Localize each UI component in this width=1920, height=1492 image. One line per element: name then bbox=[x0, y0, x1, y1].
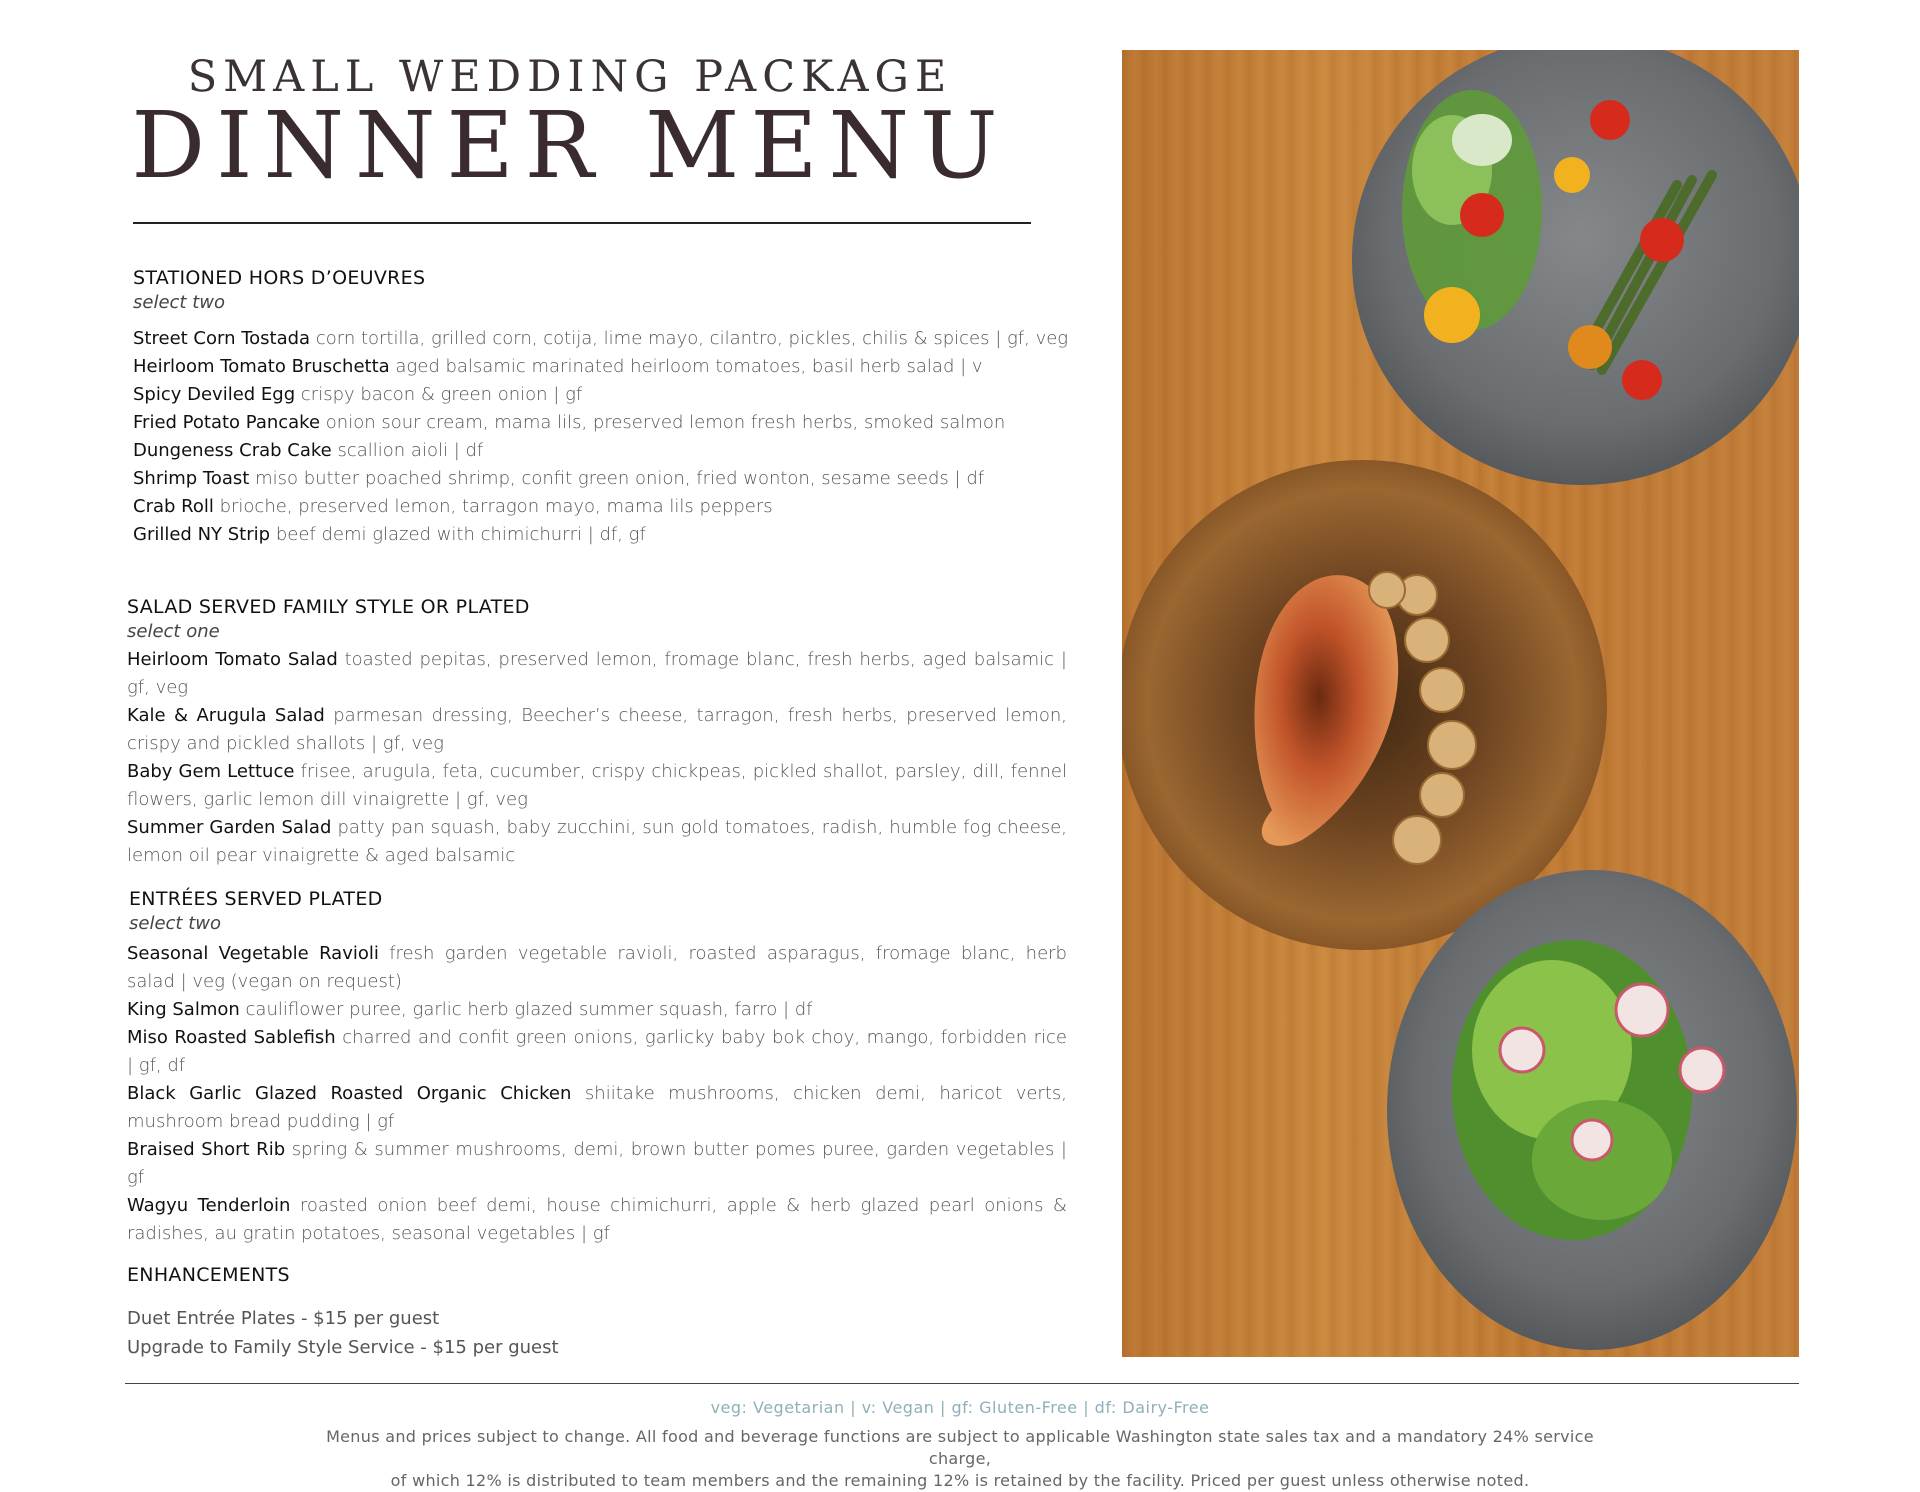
section-note: select two bbox=[129, 913, 221, 934]
baby-gem-salad bbox=[1452, 940, 1692, 1240]
disclaimer bbox=[300, 1426, 1620, 1492]
item-name: Summer Garden Salad bbox=[127, 817, 332, 838]
item-desc: cauliflower puree, garlic herb glazed summer squash, farro | df bbox=[245, 999, 813, 1020]
menu-item bbox=[127, 758, 1067, 814]
item-desc: spring & summer mushrooms, demi, brown butter pomes puree, garden vegetables | gf bbox=[127, 1139, 1067, 1188]
enhancement-item: Upgrade to Family Style Service - $15 per guest bbox=[127, 1337, 559, 1358]
yellow-tomato bbox=[1424, 287, 1480, 343]
section-note: select two bbox=[133, 292, 225, 313]
item-desc: beef demi glazed with chimichurri | df, gf bbox=[275, 524, 646, 545]
item-desc: corn tortilla, grilled corn, cotija, lime mayo, cilantro, pickles, chilis & spices | gf, veg bbox=[315, 328, 1069, 349]
entrees-list bbox=[127, 940, 1067, 1248]
menu-item bbox=[127, 1024, 1067, 1080]
disclaimer-line: of which 12% is distributed to team members and the remaining 12% is retained by the facility. Priced per guest unless otherwise noted. bbox=[390, 1471, 1530, 1490]
red-tomato bbox=[1590, 100, 1630, 140]
item-name: Shrimp Toast bbox=[133, 468, 250, 489]
red-tomato bbox=[1640, 218, 1684, 262]
footer-divider bbox=[125, 1383, 1799, 1384]
item-name: Wagyu Tenderloin bbox=[127, 1195, 291, 1216]
item-desc: charred and confit green onions, garlicky baby bok choy, mango, forbidden rice | gf, df bbox=[127, 1027, 1067, 1076]
item-desc: aged balsamic marinated heirloom tomatoes, basil herb salad | v bbox=[395, 356, 983, 377]
page-title: DINNER MENU bbox=[131, 92, 1009, 199]
item-name: Baby Gem Lettuce bbox=[127, 761, 295, 782]
menu-item bbox=[127, 646, 1067, 702]
item-desc: patty pan squash, baby zucchini, sun gold tomatoes, radish, humble fog cheese, lemon oil pear vinaigrette & aged balsamic bbox=[127, 817, 1067, 866]
disclaimer-line: Menus and prices subject to change. All food and beverage functions are subject to applicable Washington state sales tax and a mandatory 24% service charge, bbox=[326, 1427, 1594, 1468]
menu-item bbox=[133, 325, 1073, 353]
package-subtitle: SMALL WEDDING PACKAGE bbox=[187, 52, 953, 102]
item-name: Street Corn Tostada bbox=[133, 328, 311, 349]
menu-item bbox=[127, 940, 1067, 996]
item-name: Heirloom Tomato Bruschetta bbox=[133, 356, 390, 377]
item-name: Kale & Arugula Salad bbox=[127, 705, 325, 726]
menu-item bbox=[133, 353, 1073, 381]
item-name: King Salmon bbox=[127, 999, 240, 1020]
item-name: Fried Potato Pancake bbox=[133, 412, 321, 433]
item-name: Braised Short Rib bbox=[127, 1139, 286, 1160]
section-heading: STATIONED HORS D’OEUVRES bbox=[133, 267, 426, 289]
red-tomato bbox=[1460, 193, 1504, 237]
menu-item bbox=[127, 1136, 1067, 1192]
section-heading: ENHANCEMENTS bbox=[127, 1264, 290, 1286]
enhancement-item: Duet Entrée Plates - $15 per guest bbox=[127, 1308, 440, 1329]
item-desc: miso butter poached shrimp, confit green onion, fried wonton, sesame seeds | df bbox=[255, 468, 985, 489]
enhancements-section bbox=[127, 1262, 1067, 1362]
item-desc: onion sour cream, mama lils, preserved lemon fresh herbs, smoked salmon bbox=[325, 412, 1006, 433]
item-name: Heirloom Tomato Salad bbox=[127, 649, 338, 670]
orange-tomato bbox=[1568, 325, 1612, 369]
item-desc: shiitake mushrooms, chicken demi, haricot verts, mushroom bread pudding | gf bbox=[127, 1083, 1067, 1132]
item-name: Crab Roll bbox=[133, 496, 214, 517]
item-name: Grilled NY Strip bbox=[133, 524, 271, 545]
dietary-legend: veg: Vegetarian | v: Vegan | gf: Gluten-Free | df: Dairy-Free bbox=[710, 1398, 1210, 1417]
item-desc: roasted onion beef demi, house chimichurri, apple & herb glazed pearl onions & radishes, au gratin potatoes, seasonal vegetables | gf bbox=[127, 1195, 1067, 1244]
menu-item bbox=[127, 702, 1067, 758]
menu-item bbox=[127, 1080, 1067, 1136]
red-tomato bbox=[1622, 360, 1662, 400]
menu-item bbox=[133, 465, 1073, 493]
menu-item bbox=[133, 381, 1073, 409]
salad-section bbox=[127, 594, 1067, 870]
menu-item bbox=[127, 1192, 1067, 1248]
yellow-tomato bbox=[1554, 157, 1590, 193]
hors-list bbox=[133, 325, 1073, 549]
title-divider bbox=[133, 222, 1031, 224]
section-note: select one bbox=[127, 621, 220, 642]
menu-item bbox=[127, 814, 1067, 870]
menu-item bbox=[133, 493, 1073, 521]
item-desc: parmesan dressing, Beecher’s cheese, tarragon, fresh herbs, preserved lemon, crispy and pickled shallots | gf, veg bbox=[127, 705, 1067, 754]
item-desc: toasted pepitas, preserved lemon, fromage blanc, fresh herbs, aged balsamic | gf, veg bbox=[127, 649, 1067, 698]
food-illustration bbox=[1122, 50, 1799, 1357]
menu-item bbox=[133, 521, 1073, 549]
item-desc: frisee, arugula, feta, cucumber, crispy chickpeas, pickled shallot, parsley, dill, fennel flowers, garlic lemon dill vinaigrette | gf, veg bbox=[127, 761, 1067, 810]
item-name: Dungeness Crab Cake bbox=[133, 440, 332, 461]
section-heading: ENTRÉES SERVED PLATED bbox=[129, 888, 383, 910]
item-name: Seasonal Vegetable Ravioli bbox=[127, 943, 379, 964]
salad-list bbox=[127, 646, 1067, 870]
item-desc: fresh garden vegetable ravioli, roasted asparagus, fromage blanc, herb salad | veg (vegan on request) bbox=[127, 943, 1067, 992]
entrees-section bbox=[127, 886, 1067, 1248]
item-desc: crispy bacon & green onion | gf bbox=[300, 384, 583, 405]
hors-section bbox=[133, 265, 1073, 549]
item-desc: scallion aioli | df bbox=[337, 440, 484, 461]
menu-item bbox=[127, 996, 1067, 1024]
item-name: Black Garlic Glazed Roasted Organic Chicken bbox=[127, 1083, 572, 1104]
food-photo bbox=[1122, 50, 1799, 1357]
menu-item bbox=[133, 409, 1073, 437]
menu-item bbox=[133, 437, 1073, 465]
item-name: Spicy Deviled Egg bbox=[133, 384, 296, 405]
item-name: Miso Roasted Sablefish bbox=[127, 1027, 336, 1048]
item-desc: brioche, preserved lemon, tarragon mayo, mama lils peppers bbox=[219, 496, 773, 517]
section-heading: SALAD SERVED FAMILY STYLE OR PLATED bbox=[127, 596, 530, 618]
